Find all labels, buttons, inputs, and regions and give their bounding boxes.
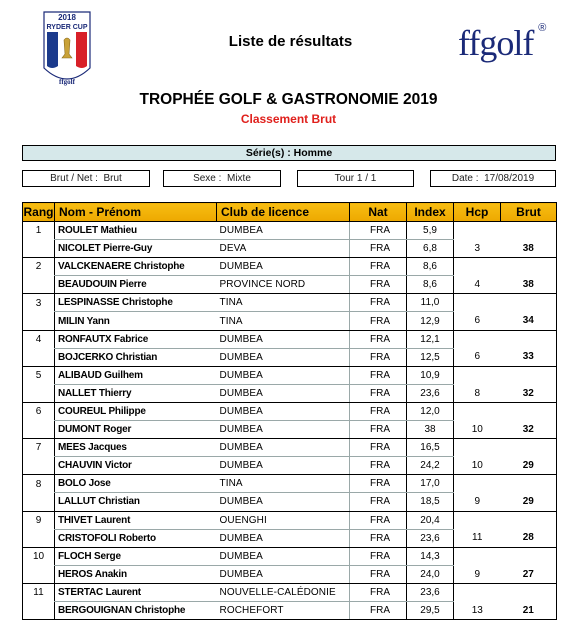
nationality: FRA xyxy=(350,258,407,276)
brut-net-value: Brut xyxy=(103,173,122,184)
hcp-value xyxy=(454,439,501,457)
index-value: 24,2 xyxy=(407,457,454,475)
ffgolf-logo-text: ffgolf xyxy=(458,23,534,63)
date-value: 17/08/2019 xyxy=(484,173,535,184)
club-name: OUENGHI xyxy=(217,511,350,529)
club-name: DUMBEA xyxy=(217,457,350,475)
player-name: RONFAUTX Fabrice xyxy=(55,330,217,348)
club-name: DUMBEA xyxy=(217,493,350,511)
hcp-value: 10 xyxy=(454,457,501,475)
col-header-rang: Rang xyxy=(23,203,55,222)
player-name: CRISTOFOLI Roberto xyxy=(55,529,217,547)
index-value: 16,5 xyxy=(407,439,454,457)
rank-cell: 2 xyxy=(23,258,55,276)
club-name: DUMBEA xyxy=(217,258,350,276)
nationality: FRA xyxy=(350,330,407,348)
col-header-index: Index xyxy=(407,203,454,222)
index-value: 10,9 xyxy=(407,366,454,384)
nationality: FRA xyxy=(350,601,407,619)
rank-cell xyxy=(23,601,55,619)
player-name: LALLUT Christian xyxy=(55,493,217,511)
player-name: BOJCERKO Christian xyxy=(55,348,217,366)
hcp-value: 11 xyxy=(454,529,501,547)
player-name: STERTAC Laurent xyxy=(55,583,217,601)
player-name: NICOLET Pierre-Guy xyxy=(55,240,217,258)
brut-score xyxy=(501,222,557,240)
table-row xyxy=(23,384,557,402)
brut-score xyxy=(501,439,557,457)
nationality: FRA xyxy=(350,222,407,240)
hcp-value xyxy=(454,583,501,601)
club-name: DUMBEA xyxy=(217,384,350,402)
index-value: 5,9 xyxy=(407,222,454,240)
nationality: FRA xyxy=(350,384,407,402)
hcp-value xyxy=(454,258,501,276)
rank-cell: 3 xyxy=(23,294,55,312)
table-row xyxy=(23,565,557,583)
rank-cell: 7 xyxy=(23,439,55,457)
brut-score: 21 xyxy=(501,601,557,619)
brut-score xyxy=(501,583,557,601)
player-name: THIVET Laurent xyxy=(55,511,217,529)
cup-name: RYDER CUP xyxy=(46,24,88,31)
table-row xyxy=(23,222,557,240)
hcp-value: 9 xyxy=(454,565,501,583)
hcp-value: 6 xyxy=(454,312,501,330)
player-name: ALIBAUD Guilhem xyxy=(55,366,217,384)
player-name: BEAUDOUIN Pierre xyxy=(55,276,217,294)
results-table xyxy=(22,202,557,620)
nationality: FRA xyxy=(350,529,407,547)
club-name: DUMBEA xyxy=(217,421,350,439)
rank-cell: 5 xyxy=(23,366,55,384)
table-row xyxy=(23,421,557,439)
index-value: 12,5 xyxy=(407,348,454,366)
rank-cell xyxy=(23,312,55,330)
ffgolf-logo xyxy=(458,22,546,64)
nationality: FRA xyxy=(350,493,407,511)
rank-cell xyxy=(23,384,55,402)
date-filter xyxy=(430,170,556,187)
club-name: PROVINCE NORD xyxy=(217,276,350,294)
index-value: 8,6 xyxy=(407,258,454,276)
player-name: BOLO Jose xyxy=(55,475,217,493)
brut-score xyxy=(501,475,557,493)
player-name: DUMONT Roger xyxy=(55,421,217,439)
player-name: COUREUL Philippe xyxy=(55,402,217,420)
brut-score xyxy=(501,511,557,529)
nationality: FRA xyxy=(350,402,407,420)
brut-score xyxy=(501,402,557,420)
club-name: TINA xyxy=(217,294,350,312)
brut-score xyxy=(501,547,557,565)
player-name: ROULET Mathieu xyxy=(55,222,217,240)
table-row xyxy=(23,294,557,312)
hcp-value: 9 xyxy=(454,493,501,511)
nationality: FRA xyxy=(350,348,407,366)
rank-cell xyxy=(23,421,55,439)
cup-year: 2018 xyxy=(58,13,76,22)
table-row xyxy=(23,511,557,529)
nationality: FRA xyxy=(350,276,407,294)
rank-cell xyxy=(23,565,55,583)
player-name: LESPINASSE Christophe xyxy=(55,294,217,312)
hcp-value xyxy=(454,366,501,384)
club-name: DUMBEA xyxy=(217,330,350,348)
club-name: DEVA xyxy=(217,240,350,258)
index-value: 12,9 xyxy=(407,312,454,330)
col-header-hcp: Hcp xyxy=(454,203,501,222)
rank-cell: 9 xyxy=(23,511,55,529)
brut-score: 28 xyxy=(501,529,557,547)
rank-cell xyxy=(23,276,55,294)
table-row xyxy=(23,583,557,601)
rank-cell: 8 xyxy=(23,475,55,493)
index-value: 38 xyxy=(407,421,454,439)
table-row xyxy=(23,439,557,457)
index-value: 24,0 xyxy=(407,565,454,583)
club-name: DUMBEA xyxy=(217,366,350,384)
nationality: FRA xyxy=(350,457,407,475)
rank-cell xyxy=(23,493,55,511)
table-row xyxy=(23,601,557,619)
brut-score: 34 xyxy=(501,312,557,330)
club-name: DUMBEA xyxy=(217,529,350,547)
index-value: 23,6 xyxy=(407,529,454,547)
document-title-text: Liste de résultats xyxy=(228,33,353,50)
player-name: HEROS Anakin xyxy=(55,565,217,583)
table-row xyxy=(23,366,557,384)
brut-score xyxy=(501,294,557,312)
brut-net-filter xyxy=(22,170,150,187)
rank-cell xyxy=(23,348,55,366)
table-row xyxy=(23,348,557,366)
nationality: FRA xyxy=(350,366,407,384)
index-value: 17,0 xyxy=(407,475,454,493)
rank-cell xyxy=(23,240,55,258)
results-body xyxy=(23,222,557,620)
rank-cell: 1 xyxy=(23,222,55,240)
rank-cell: 4 xyxy=(23,330,55,348)
brut-score: 29 xyxy=(501,493,557,511)
hcp-value xyxy=(454,330,501,348)
rank-cell xyxy=(23,457,55,475)
nationality: FRA xyxy=(350,583,407,601)
table-row xyxy=(23,330,557,348)
index-value: 18,5 xyxy=(407,493,454,511)
sexe-filter xyxy=(163,170,281,187)
nationality: FRA xyxy=(350,511,407,529)
nationality: FRA xyxy=(350,312,407,330)
table-row xyxy=(23,240,557,258)
nationality: FRA xyxy=(350,565,407,583)
rank-cell: 6 xyxy=(23,402,55,420)
hcp-value: 6 xyxy=(454,348,501,366)
ranking-type: Classement Brut xyxy=(240,112,337,126)
hcp-value xyxy=(454,294,501,312)
table-row xyxy=(23,475,557,493)
hcp-value xyxy=(454,222,501,240)
sexe-label: Sexe : xyxy=(193,173,222,184)
brut-score xyxy=(501,258,557,276)
club-name: ROCHEFORT xyxy=(217,601,350,619)
club-name: TINA xyxy=(217,475,350,493)
table-row xyxy=(23,312,557,330)
table-row xyxy=(23,258,557,276)
table-header-row xyxy=(23,203,557,222)
table-row xyxy=(23,457,557,475)
index-value: 29,5 xyxy=(407,601,454,619)
brut-score xyxy=(501,330,557,348)
brut-score: 29 xyxy=(501,457,557,475)
brut-score: 32 xyxy=(501,384,557,402)
nationality: FRA xyxy=(350,294,407,312)
player-name: MILIN Yann xyxy=(55,312,217,330)
index-value: 23,6 xyxy=(407,384,454,402)
nationality: FRA xyxy=(350,475,407,493)
index-value: 12,1 xyxy=(407,330,454,348)
index-value: 23,6 xyxy=(407,583,454,601)
club-name: DUMBEA xyxy=(217,348,350,366)
tour-filter xyxy=(297,170,414,187)
hcp-value: 3 xyxy=(454,240,501,258)
index-value: 20,4 xyxy=(407,511,454,529)
table-row xyxy=(23,402,557,420)
col-header-nat: Nat xyxy=(350,203,407,222)
rank-cell: 11 xyxy=(23,583,55,601)
brut-score: 27 xyxy=(501,565,557,583)
nationality: FRA xyxy=(350,240,407,258)
club-name: DUMBEA xyxy=(217,402,350,420)
nationality: FRA xyxy=(350,439,407,457)
index-value: 11,0 xyxy=(407,294,454,312)
rank-cell xyxy=(23,529,55,547)
col-header-club: Club de licence xyxy=(217,203,350,222)
player-name: MEES Jacques xyxy=(55,439,217,457)
hcp-value xyxy=(454,547,501,565)
date-label: Date : xyxy=(451,173,479,184)
brut-score: 32 xyxy=(501,421,557,439)
player-name: NALLET Thierry xyxy=(55,384,217,402)
col-header-nom: Nom - Prénom xyxy=(55,203,217,222)
hcp-value xyxy=(454,511,501,529)
hcp-value: 4 xyxy=(454,276,501,294)
brut-score: 33 xyxy=(501,348,557,366)
tour-value: Tour 1 / 1 xyxy=(334,173,377,184)
table-row xyxy=(23,547,557,565)
event-title: TROPHÉE GOLF & GASTRONOMIE 2019 xyxy=(139,91,438,108)
club-name: DUMBEA xyxy=(217,547,350,565)
index-value: 12,0 xyxy=(407,402,454,420)
table-row xyxy=(23,493,557,511)
brut-score xyxy=(501,366,557,384)
player-name: CHAUVIN Victor xyxy=(55,457,217,475)
player-name: FLOCH Serge xyxy=(55,547,217,565)
nationality: FRA xyxy=(350,547,407,565)
col-header-brut: Brut xyxy=(501,203,557,222)
brut-score: 38 xyxy=(501,276,557,294)
club-name: DUMBEA xyxy=(217,439,350,457)
hcp-value xyxy=(454,402,501,420)
hcp-value xyxy=(454,475,501,493)
player-name: BERGOUIGNAN Christophe xyxy=(55,601,217,619)
club-name: TINA xyxy=(217,312,350,330)
table-row xyxy=(23,276,557,294)
registered-mark: ® xyxy=(538,22,546,34)
cup-brand: ffgolf xyxy=(59,78,75,86)
club-name: DUMBEA xyxy=(217,565,350,583)
series-bar: Série(s) : Homme xyxy=(22,145,556,161)
brut-score: 38 xyxy=(501,240,557,258)
hcp-value: 13 xyxy=(454,601,501,619)
sexe-value: Mixte xyxy=(227,173,251,184)
brut-net-label: Brut / Net : xyxy=(50,173,98,184)
nationality: FRA xyxy=(350,421,407,439)
index-value: 14,3 xyxy=(407,547,454,565)
club-name: NOUVELLE-CALÉDONIE xyxy=(217,583,350,601)
club-name: DUMBEA xyxy=(217,222,350,240)
player-name: VALCKENAERE Christophe xyxy=(55,258,217,276)
index-value: 6,8 xyxy=(407,240,454,258)
hcp-value: 10 xyxy=(454,421,501,439)
hcp-value: 8 xyxy=(454,384,501,402)
index-value: 8,6 xyxy=(407,276,454,294)
rank-cell: 10 xyxy=(23,547,55,565)
table-row xyxy=(23,529,557,547)
